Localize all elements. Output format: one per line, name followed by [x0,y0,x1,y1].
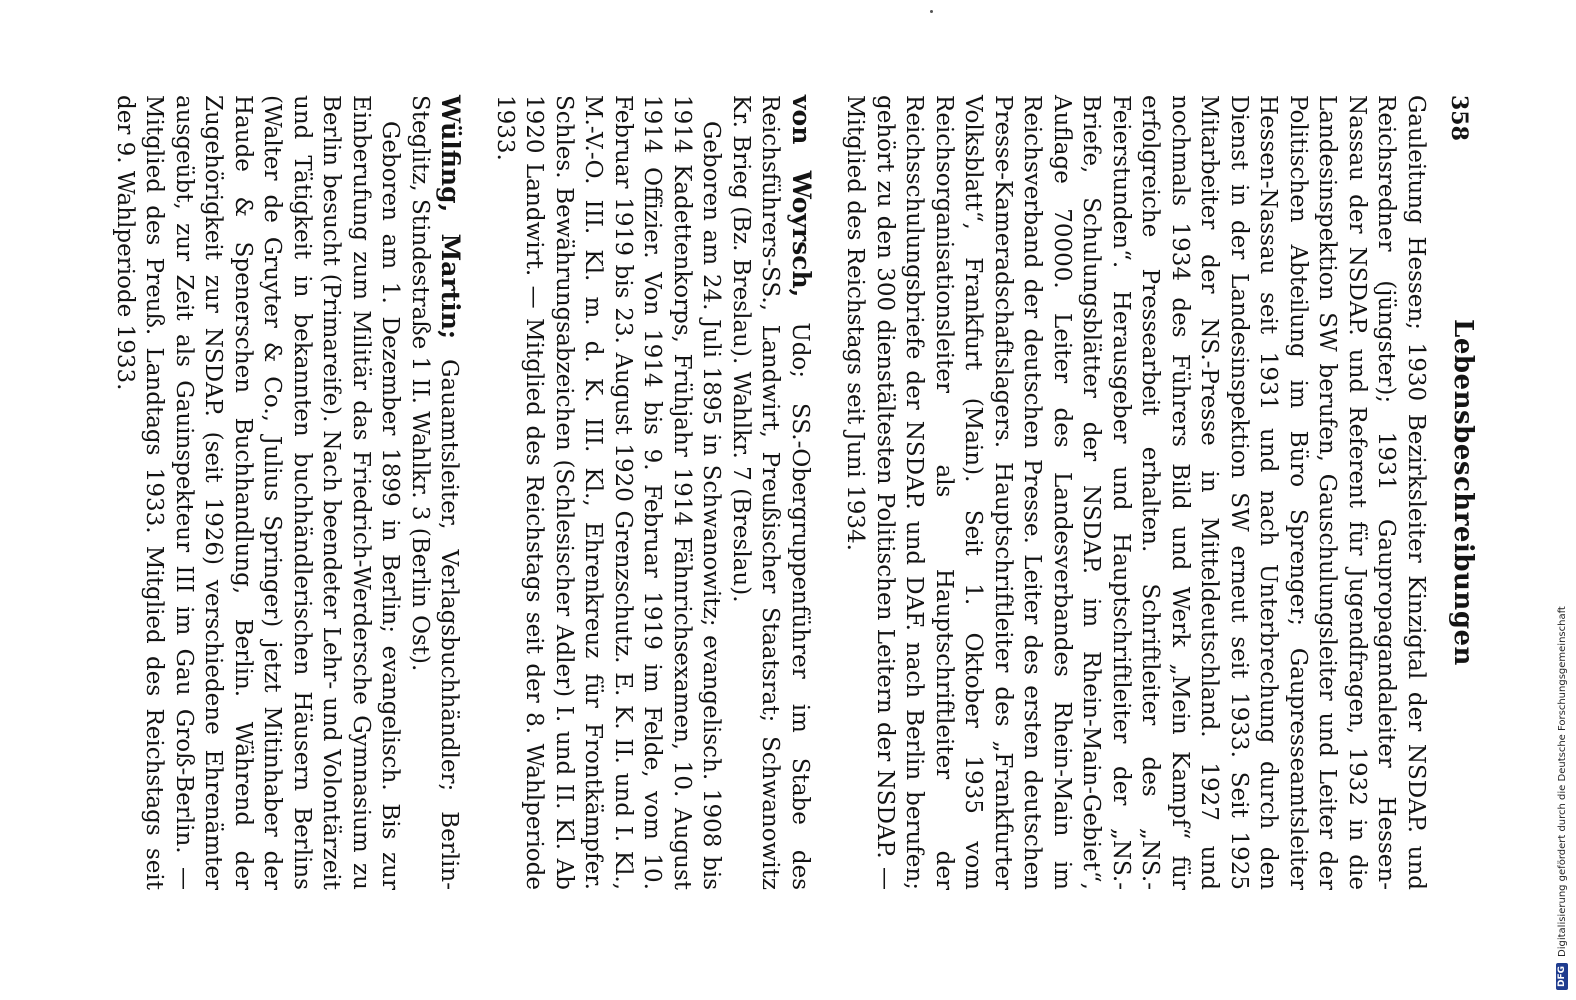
biography-entry-woyrsch [490,95,817,890]
page-body [110,95,1431,890]
entry-heading: Udo; SS.-Obergruppenführer im Stabe des Reichsführers-SS., Landwirt, Preußischer Staatsrat; Schwanowitz Kr. Brieg (Bz. Breslau). Wahlkr. 7 (Breslau). [728,95,813,890]
biography-entry-wuelfing [110,95,466,890]
scan-speck [930,10,933,13]
intro-paragraph: Gauleitung Hessen; 1930 Bezirksleiter Kinzigtal der NSDAP. und Reichsredner (jüngster); 1931 Gaupropagandaleiter Hessen-Nassau der NSDAP. und Referent für Jugendfragen, 1932 in die Landesinspektion SW berufen, Gauschulungsleiter und Leiter der Politischen Abteilung im Büro Sprenger; Gaupresseamtsleiter Hessen-Nassau seit 1931 und nach Unterbrechung durch den Dienst in der Landesinspektion SW erneut seit 1933. Seit 1925 Mitarbeiter der NS.-Presse in Mitteldeutschland. 1927 und nochmals 1934 des Führers Bild und Werk „Mein Kampf“ für erfolgreiche Pressearbeit erhalten. Schriftleiter des „NS.-Feierstunden“. Herausgeber und Hauptschriftleiter der „NS.-Briefe, Schulungsblätter der NSDAP. im Rhein-Main-Gebiet“, Auflage 70000. Leiter des Landesverbandes Rhein-Main im Reichsverband der deutschen Presse. Leiter des ersten deutschen Presse-Kameradschaftslagers. Hauptschriftleiter des „Frankfurter Volksblatt“, Frankfurt (Main). Seit 1. Oktober 1935 vom Reichsorganisationsleiter als Hauptschriftleiter der Reichsschulungsbriefe der NSDAP. und DAF. nach Berlin berufen; gehört zu den 300 dienstältesten Politischen Leitern der NSDAP. — Mitglied des Reichstags seit Juni 1934. [842,95,1429,890]
entry-name: von Woyrsch, [787,95,816,298]
running-head [1438,95,1478,890]
entry-heading: Gauamtsleiter, Verlagsbuchhändler; Berlin-Steglitz, Stindestraße 1 II. Wahlkr. 3 (Berlin Ost). [407,95,463,890]
entry-body: Geboren am 1. Dezember 1899 in Berlin; evangelisch. Bis zur Einberufung zum Militär das Friedrich-Werdersche Gymnasium zu Berlin besucht (Primareife). Nach beendeter Lehr- und Volontärzeit und Tätigkeit in bekannten buchhändlerischen Häusern Berlins (Walter de Gruyter & Co., Julius Springer) jetzt Mitinhaber der Haude & Spenerschen Buchhandlung, Berlin. Während der Zugehörigkeit zur NSDAP. (seit 1926) verschiedene Ehrenämter ausgeübt, zur Zeit als Gauinspekteur III im Gau Groß-Berlin. — Mitglied des Preuß. Landtags 1933. Mitglied des Reichstags seit der 9. Wahlperiode 1933. [112,95,404,890]
dfg-logo: DFG [1556,963,1568,990]
running-title: Lebensbeschreibungen [1448,319,1478,666]
entry-name: Wülfing, Martin; [436,95,466,340]
entry-body: Geboren am 24. Juli 1895 in Schwanowitz; evangelisch. 1908 bis 1914 Kadettenkorps, Frühjahr 1914 Fähnrichsexamen, 10. August 1914 Offizier. Von 1914 bis 9. Februar 1919 im Felde, vom 10. Februar 1919 bis 23. August 1920 Grenzschutz. E. K. II. und I. Kl., M.-V.-O. III. Kl. m. d. K. III. Kl., Ehrenkreuz für Frontkämpfer. Schles. Bewährungsabzeichen (Schlesischer Adler) I. und II. Kl. Ab 1920 Landwirt. — Mitglied des Reichstags seit der 8. Wahlperiode 1933. [492,95,725,890]
footer-text: Digitalisierung gefördert durch die Deutsche Forschungsgemeinschaft [1556,606,1568,957]
digitization-footer [1550,0,1574,1000]
page-number: 358 [1446,95,1472,141]
